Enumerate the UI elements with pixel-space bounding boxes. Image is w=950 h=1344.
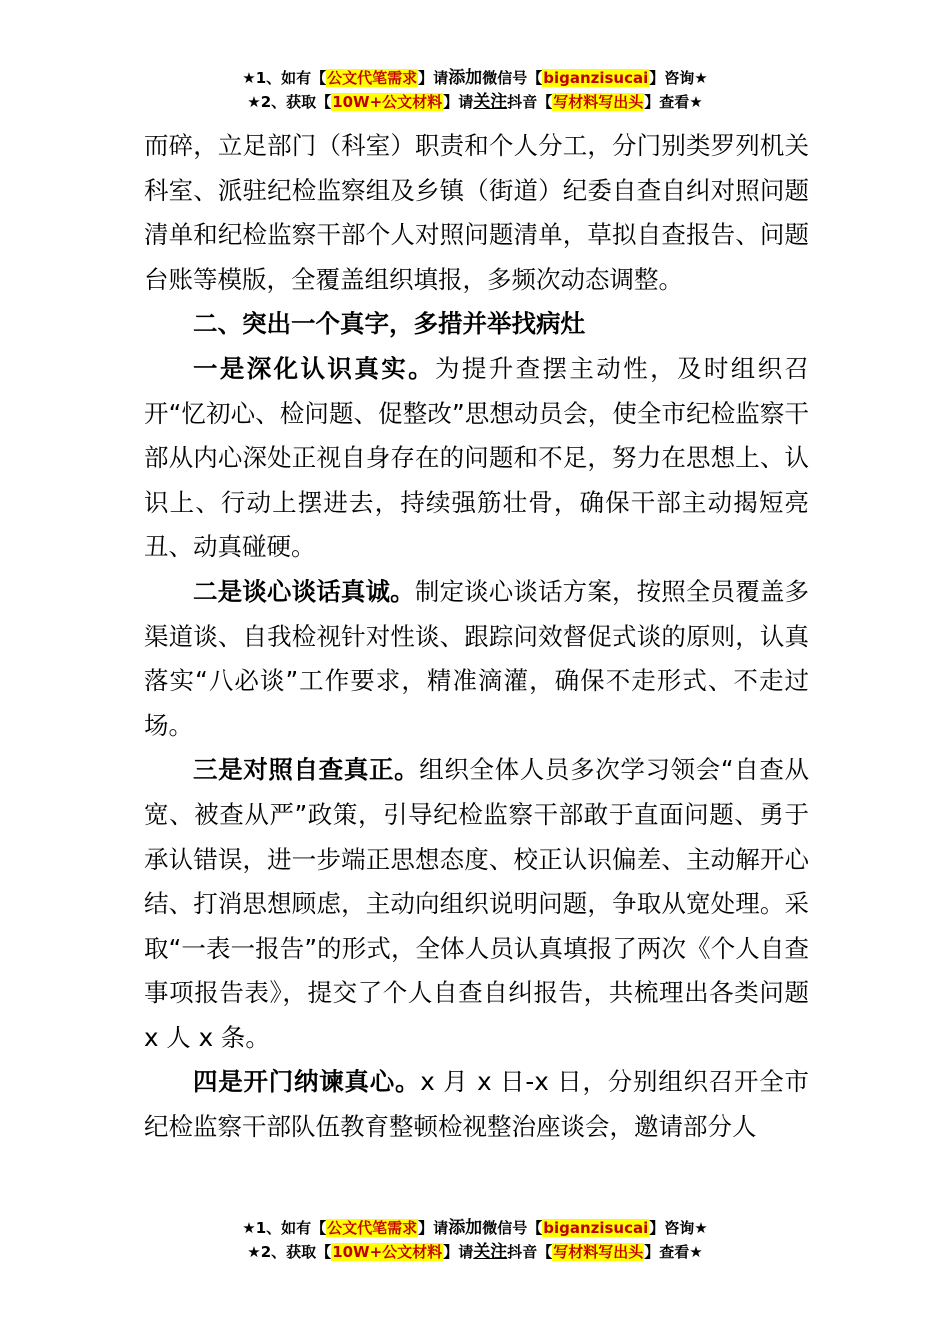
item-text: 为提升查摆主动性，及时组织召开“忆初心、检问题、促整改”思想动员会，使全市纪检监察干部从内心深处正视自身存在的问题和不足，努力在思想上、认识上、行动上摆进去，持续强筋壮骨，确保干部主动揭短亮丑、动真碰硬。 [144, 353, 810, 562]
item-text: 组织全体人员多次学习领会“自查从宽、被查从严”政策，引导纪检监察干部敢于直面问题、勇于承认错误，进一步端正思想态度、校正认识偏差、主动解开心结、打消思想顾虑，主动向组织说明问题，争取从宽处理。采取“一表一报告”的形式，全体人员认真填报了两次《个人自查事项报告表》，提交了个人自查自纠报告，共梳理出各类问题 x 人 x 条。 [144, 755, 810, 1052]
banner-text: 】咨询★ [649, 1219, 708, 1237]
highlight-service: 公文代笔需求 [327, 1219, 418, 1237]
item-lead: 二是谈心谈话真诚。 [193, 576, 415, 606]
banner-text: ★1、如有【 [242, 69, 327, 87]
paragraph-item-3 [144, 748, 809, 1060]
paragraph-item-2 [144, 570, 809, 748]
document-body [144, 124, 809, 1150]
header-banner [0, 66, 950, 114]
banner-text: ★2、获取【 [247, 93, 332, 111]
item-lead: 一是深化认识真实。 [193, 353, 435, 383]
banner-text: 】查看★ [644, 93, 703, 111]
banner-line-1 [0, 66, 950, 90]
banner-emphasis: 添加 [448, 68, 483, 88]
item-text: 制定谈心谈话方案，按照全员覆盖多渠道谈、自我检视针对性谈、跟踪问效督促式谈的原则，认真落实“八必谈”工作要求，精准滴灌，确保不走形式、不走过场。 [144, 576, 809, 740]
banner-text: 】请 [418, 1219, 449, 1237]
banner-line-1 [0, 1216, 950, 1240]
highlight-materials: 10W+公文材料 [332, 93, 443, 111]
banner-text: 】请 [418, 69, 449, 87]
section-heading: 二、突出一个真字，多措并举找病灶 [193, 309, 585, 339]
highlight-douyin-account: 写材料写出头 [553, 93, 644, 111]
item-lead: 四是开门纳谏真心。 [193, 1067, 421, 1097]
banner-text: 抖音【 [507, 1243, 553, 1261]
highlight-douyin-account: 写材料写出头 [553, 1243, 644, 1261]
highlight-materials: 10W+公文材料 [332, 1243, 443, 1261]
banner-line-2 [0, 90, 950, 114]
banner-line-2 [0, 1240, 950, 1264]
item-text: x 月 x 日-x 日，分别组织召开全市纪检监察干部队伍教育整顿检视整治座谈会，邀请部分人 [144, 1067, 809, 1142]
highlight-wechat-id: biganzisucai [543, 1219, 649, 1237]
banner-text: 】查看★ [644, 1243, 703, 1261]
banner-text: 】咨询★ [649, 69, 708, 87]
highlight-wechat-id: biganzisucai [543, 69, 649, 87]
footer-banner [0, 1216, 950, 1264]
banner-emphasis: 关注 [473, 92, 508, 112]
banner-text: ★1、如有【 [242, 1219, 327, 1237]
banner-text: 】请 [443, 93, 474, 111]
paragraph-item-4 [144, 1060, 809, 1149]
paragraph-continued: 而碎，立足部门（科室）职责和个人分工，分门别类罗列机关科室、派驻纪检监察组及乡镇（街道）纪委自查自纠对照问题清单和纪检监察干部个人对照问题清单，草拟自查报告、问题台账等模版，全覆盖组织填报，多频次动态调整。 [144, 131, 809, 294]
paragraph-item-1 [144, 347, 809, 570]
banner-text: 】请 [443, 1243, 474, 1261]
banner-text: 抖音【 [507, 93, 553, 111]
banner-emphasis: 关注 [473, 1242, 508, 1262]
banner-emphasis: 添加 [448, 1218, 483, 1238]
banner-text: 微信号【 [482, 69, 543, 87]
banner-text: ★2、获取【 [247, 1243, 332, 1261]
highlight-service: 公文代笔需求 [327, 69, 418, 87]
item-lead: 三是对照自查真正。 [193, 755, 420, 785]
banner-text: 微信号【 [482, 1219, 543, 1237]
